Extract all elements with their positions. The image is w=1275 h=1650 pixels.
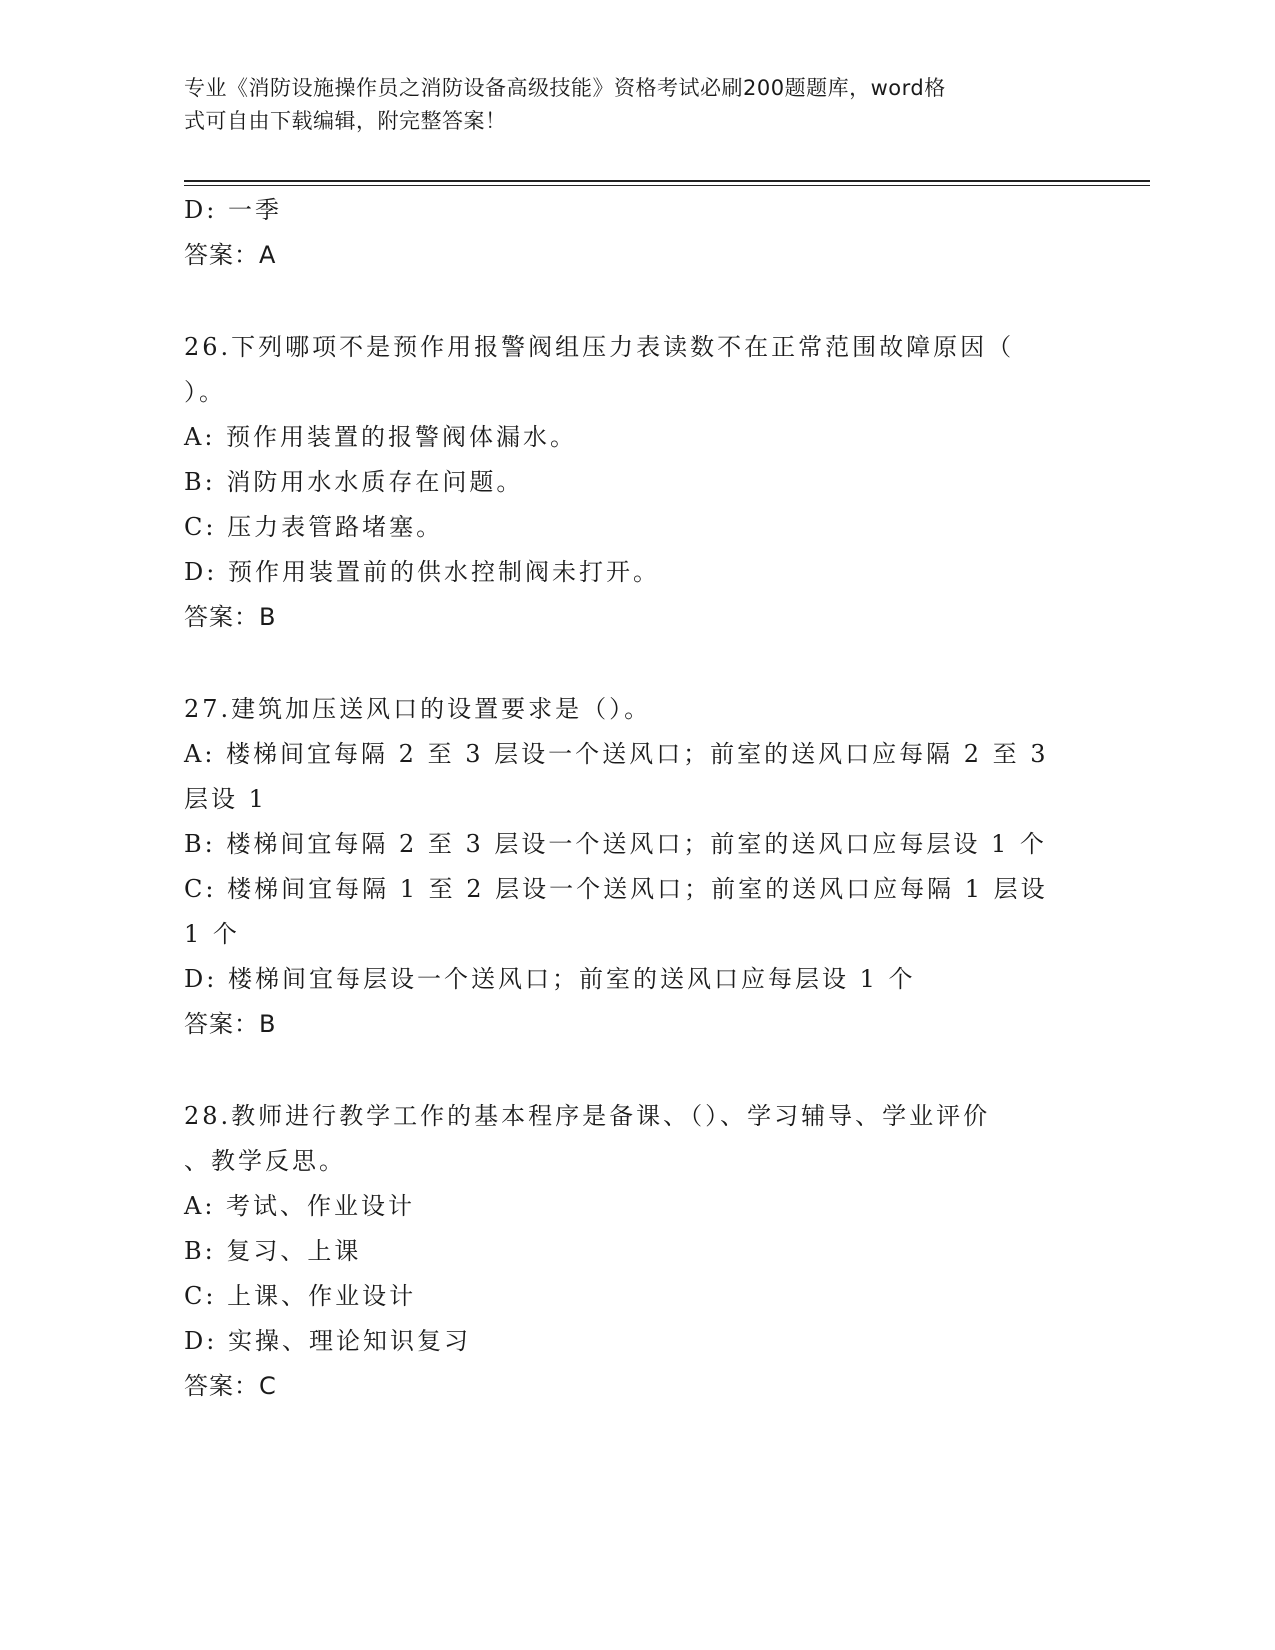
previous-question-tail xyxy=(184,188,1074,278)
answer-line: 答案：A xyxy=(184,241,277,269)
spacer xyxy=(184,278,1074,325)
option-c: C: 上课、作业设计 xyxy=(184,1282,417,1310)
option-b: B: 复习、上课 xyxy=(184,1237,362,1265)
header-line-2: 式可自由下载编辑，附完整答案！ xyxy=(184,109,507,133)
header-rule-thin xyxy=(184,185,1150,186)
question-stem-continued: ）。 xyxy=(184,378,226,406)
question-stem-continued: 、教学反思。 xyxy=(184,1147,346,1175)
option-a: A: 楼梯间宜每隔 2 至 3 层设一个送风口；前室的送风口应每隔 2 至 3 xyxy=(184,740,1049,768)
option-d: D: 预作用装置前的供水控制阀未打开。 xyxy=(184,558,660,586)
option-c: C: 楼梯间宜每隔 1 至 2 层设一个送风口；前室的送风口应每隔 1 层设 xyxy=(184,875,1048,903)
question-27 xyxy=(184,687,1074,1047)
header-rule-thick xyxy=(184,180,1150,182)
answer-line: 答案：B xyxy=(184,603,277,631)
option-a: A: 预作用装置的报警阀体漏水。 xyxy=(184,423,578,451)
spacer xyxy=(184,1047,1074,1094)
question-stem: 28.教师进行教学工作的基本程序是备课、（）、学习辅导、学业评价 xyxy=(184,1102,991,1130)
option-d: D: 楼梯间宜每层设一个送风口；前室的送风口应每层设 1 个 xyxy=(184,965,916,993)
question-stem: 27.建筑加压送风口的设置要求是（）。 xyxy=(184,695,652,723)
option-a-continued: 层设 1 xyxy=(184,785,267,813)
option-b: B: 楼梯间宜每隔 2 至 3 层设一个送风口；前室的送风口应每层设 1 个 xyxy=(184,830,1047,858)
question-stem: 26.下列哪项不是预作用报警阀组压力表读数不在正常范围故障原因（ xyxy=(184,333,1015,361)
document-header xyxy=(184,72,1064,138)
question-list xyxy=(184,188,1074,1409)
answer-line: 答案：B xyxy=(184,1010,277,1038)
header-line-1: 专业《消防设施操作员之消防设备高级技能》资格考试必刷200题题库，word格 xyxy=(184,76,946,100)
answer-line: 答案：C xyxy=(184,1372,277,1400)
option-d: D: 一季 xyxy=(184,196,282,224)
spacer xyxy=(184,640,1074,687)
option-b: B: 消防用水水质存在问题。 xyxy=(184,468,524,496)
question-28 xyxy=(184,1094,1074,1409)
option-a: A: 考试、作业设计 xyxy=(184,1192,416,1220)
question-26 xyxy=(184,325,1074,640)
option-c: C: 压力表管路堵塞。 xyxy=(184,513,444,541)
option-c-continued: 1 个 xyxy=(184,920,240,948)
option-d: D: 实操、理论知识复习 xyxy=(184,1327,471,1355)
